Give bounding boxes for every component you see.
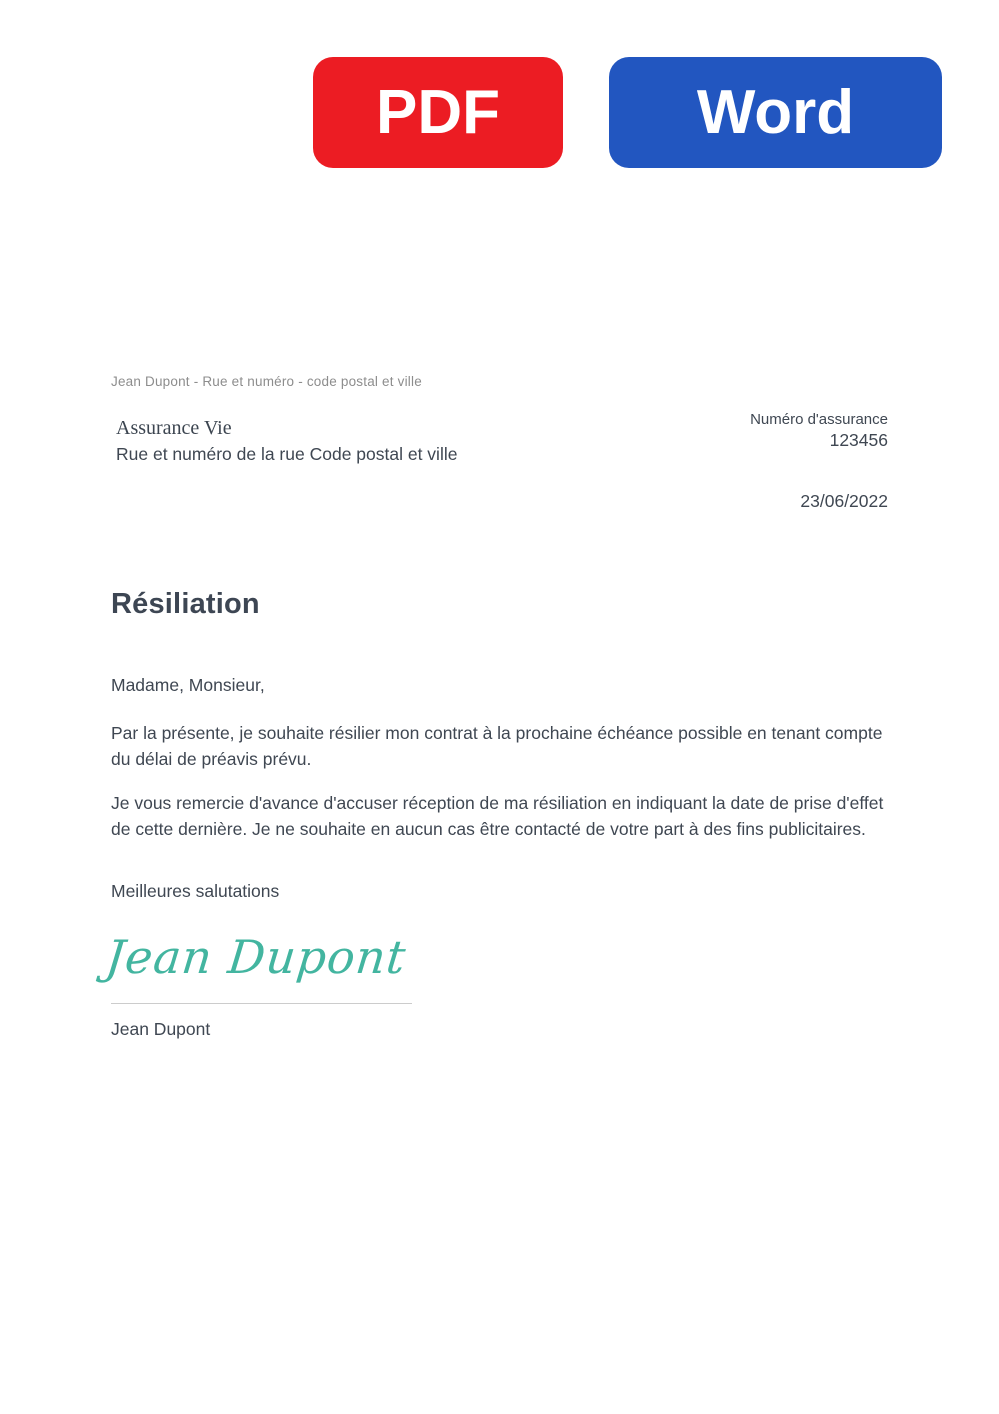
letter-subject: Résiliation [111,588,260,620]
recipient-block [116,414,457,467]
signature-divider [111,1003,412,1004]
sender-address-line: Jean Dupont - Rue et numéro - code postal et ville [111,374,422,389]
insurance-number-value: 123456 [829,430,888,450]
letter-date: 23/06/2022 [800,491,888,511]
closing-line: Meilleures salutations [111,881,280,901]
insurance-number-label: Numéro d'assurance [750,411,888,428]
signature-printed-name: Jean Dupont [111,1019,211,1039]
body-paragraph-2: Je vous remercie d'avance d'accuser réception de ma résiliation en indiquant la date de prise d'effet de cette dernière. Je ne souhaite en aucun cas être contacté de votre part à des fins publicitaires. [111,793,884,839]
recipient-address: Rue et numéro de la rue Code postal et ville [116,444,458,464]
recipient-name: Assurance Vie [116,417,232,439]
download-buttons [313,57,942,168]
download-word-button[interactable]: Word [609,57,942,168]
salutation: Madame, Monsieur, [111,675,265,695]
download-pdf-button[interactable]: PDF [313,57,563,168]
handwritten-signature: Jean Dupont [103,930,409,984]
body-paragraph-1: Par la présente, je souhaite résilier mon contrat à la prochaine échéance possible en tenant compte du délai de préavis prévu. [111,723,883,769]
insurance-number-block [750,410,888,450]
